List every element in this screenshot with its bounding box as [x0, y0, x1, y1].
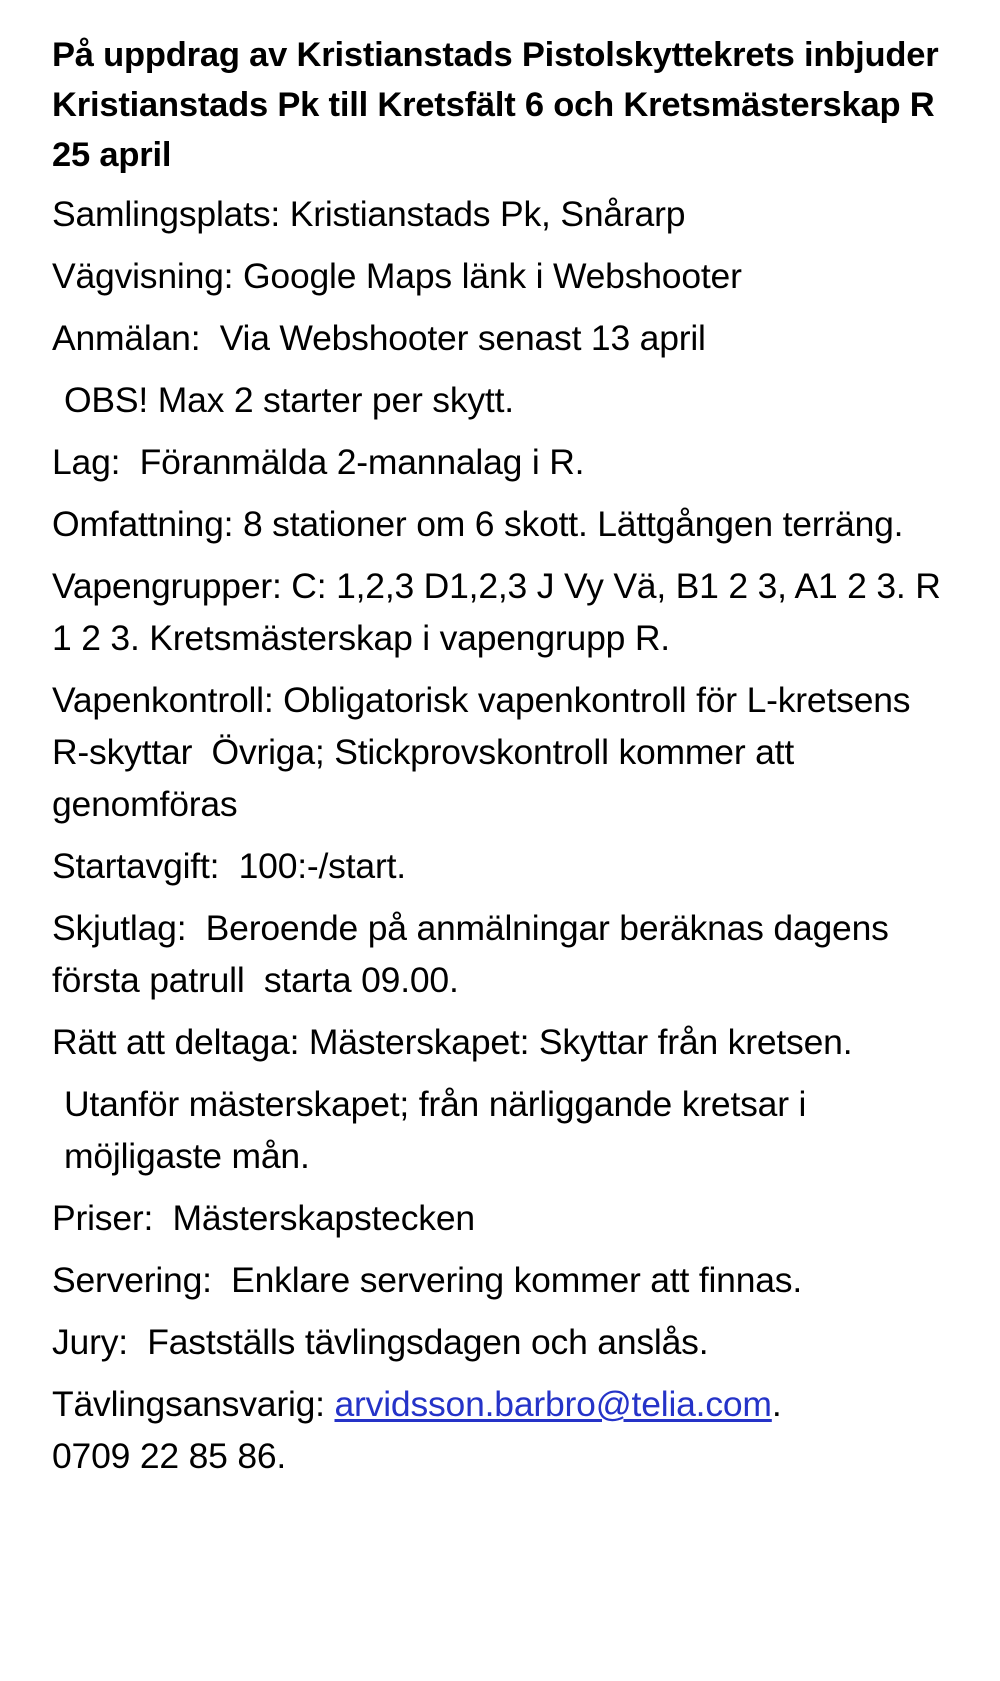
vapengrupper-line: Vapengrupper: C: 1,2,3 D1,2,3 J Vy Vä, B1 2 3, A1 2 3. R 1 2 3. Kretsmästerskap i vapengrupp R. [52, 566, 951, 658]
priser-line: Priser: Mästerskapstecken [52, 1198, 475, 1238]
startavgift-line: Startavgift: 100:-/start. [52, 846, 406, 886]
vapenkontroll-line: Vapenkontroll: Obligatorisk vapenkontroll för L-kretsens R-skyttar Övriga; Stickprovskontroll kommer att genomföras [52, 680, 920, 824]
obs-line: OBS! Max 2 starter per skytt. [64, 380, 514, 420]
utanfor-masterskapet-line: Utanför mästerskapet; från närliggande kretsar i möjligaste mån. [64, 1084, 816, 1176]
anmalan-line: Anmälan: Via Webshooter senast 13 april [52, 318, 706, 358]
invitation-document [52, 30, 952, 1482]
jury-line: Jury: Fastställs tävlingsdagen och anslås. [52, 1322, 709, 1362]
contact-label: Tävlingsansvarig: [52, 1384, 335, 1424]
skjutlag-line: Skjutlag: Beroende på anmälningar beräknas dagens första patrull starta 09.00. [52, 908, 899, 1000]
invitation-title: På uppdrag av Kristianstads Pistolskyttekrets inbjuder Kristianstads Pk till Kretsfält 6 och Kretsmästerskap R 25 april [52, 36, 939, 174]
omfattning-line: Omfattning: 8 stationer om 6 skott. Lättgången terräng. [52, 504, 904, 544]
phone-number: 0709 22 85 86. [52, 1436, 287, 1476]
contact-line [52, 1378, 952, 1482]
lag-line: Lag: Föranmälda 2-mannalag i R. [52, 442, 585, 482]
vagvisning-line: Vägvisning: Google Maps länk i Webshooter [52, 256, 742, 296]
servering-line: Servering: Enklare servering kommer att finnas. [52, 1260, 803, 1300]
email-link[interactable]: arvidsson.barbro@telia.com [334, 1384, 772, 1424]
ratt-att-deltaga-line: Rätt att deltaga: Mästerskapet: Skyttar från kretsen. [52, 1022, 853, 1062]
samlingsplats-line: Samlingsplats: Kristianstads Pk, Snårarp [52, 194, 686, 234]
email-period: . [771, 1384, 782, 1424]
